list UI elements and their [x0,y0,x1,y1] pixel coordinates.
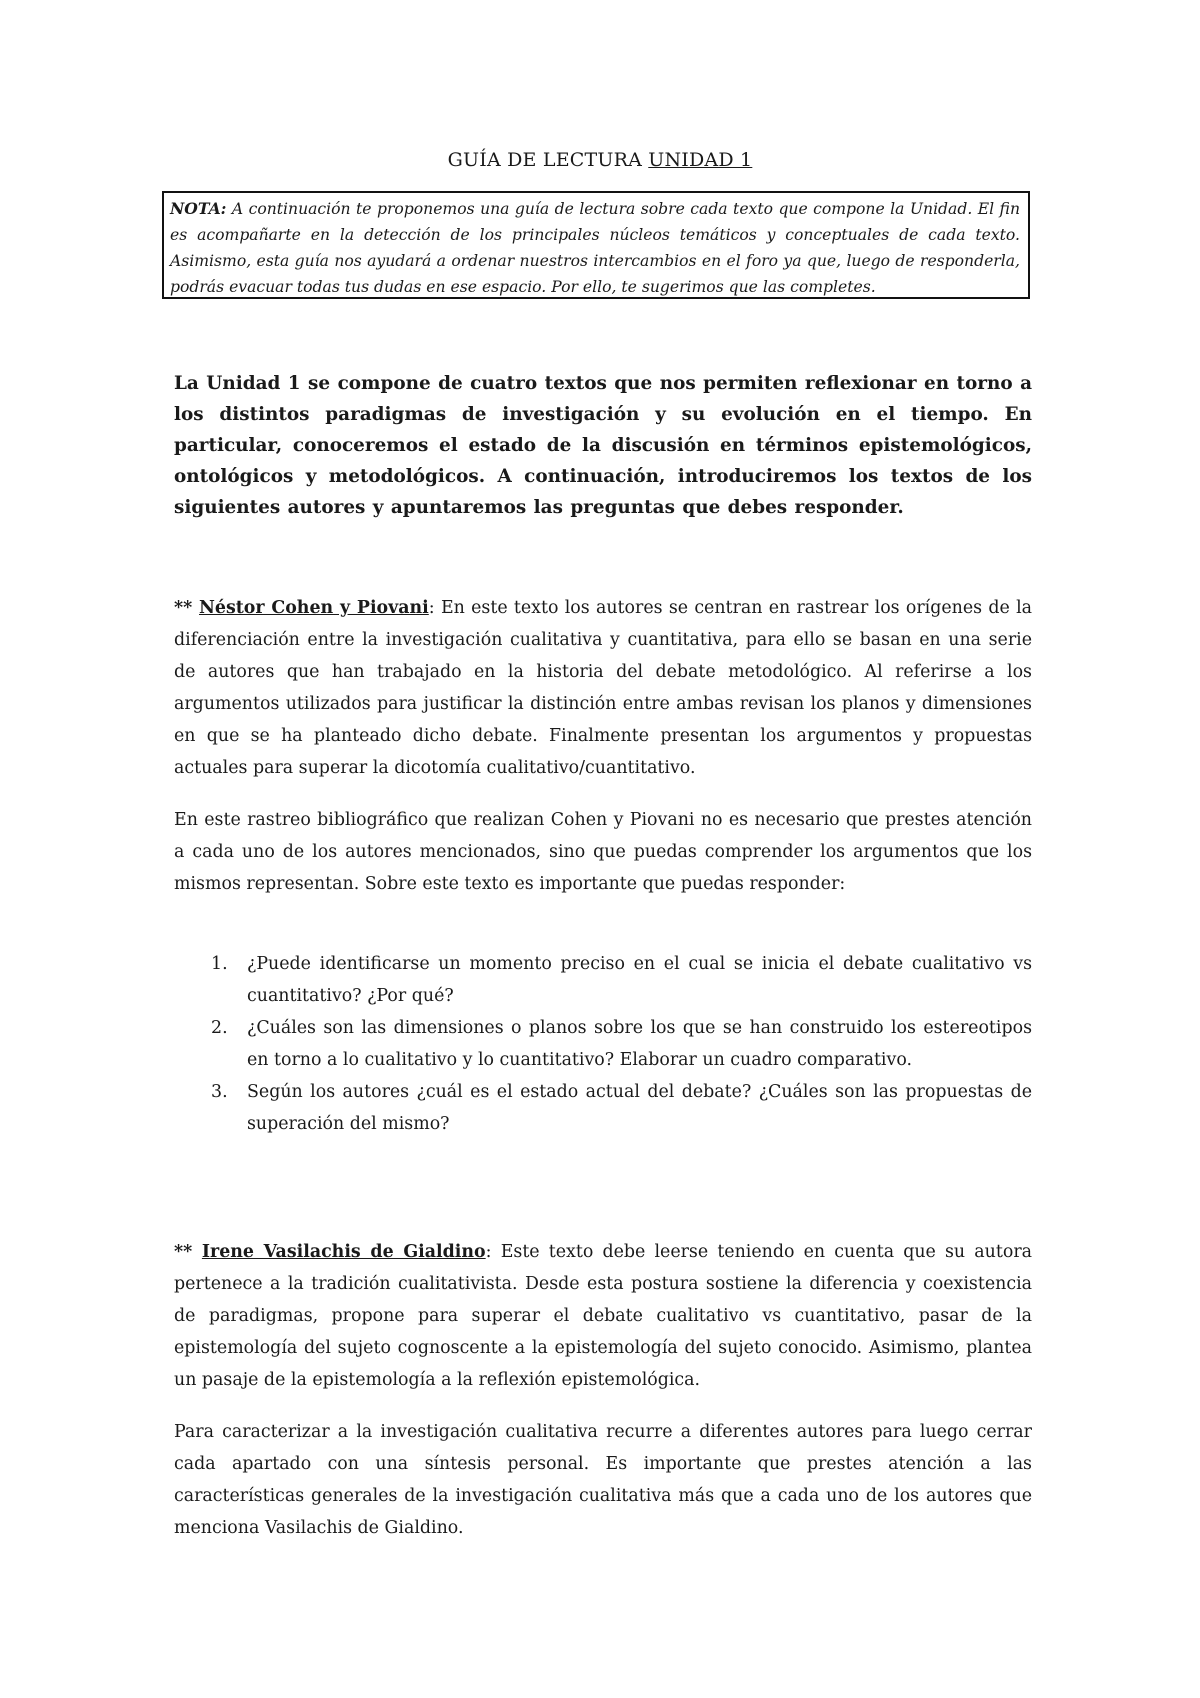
question-text: ¿Cuáles son las dimensiones o planos sobre los que se han construido los estereotipos en torno a lo cualitativo y lo cuantitativo? Elaborar un cuadro comparativo. [247,1018,1032,1070]
question-text: ¿Puede identificarse un momento preciso en el cual se inicia el debate cualitativo vs cuantitativo? ¿Por qué? [247,954,1032,1006]
section-marker: ** [174,598,199,618]
note-box [162,191,1030,299]
note-text: A continuación te proponemos una guía de lectura sobre cada texto que compone la Unidad. El fin es acompañarte en la detección de los principales núcleos temáticos y conceptuales de cada texto. Asimismo, esta guía nos ayudará a ordenar nuestros intercambios en el foro ya que, luego de responderla, podrás evacuar todas tus dudas en ese espacio. Por ello, te sugerimos que las completes. [170,200,1020,296]
question-item [174,948,1032,1012]
author-name: Irene Vasilachis de Gialdino [201,1242,486,1262]
question-item [174,1012,1032,1076]
title-text: GUÍA DE LECTURA [447,149,649,171]
intro-paragraph: La Unidad 1 se compone de cuatro textos que nos permiten reflexionar en torno a los distintos paradigmas de investigación y su evolución en el tiempo. En particular, conoceremos el estado de la discusión en términos epistemológicos, ontológicos y metodológicos. A continuación, introduciremos los textos de los siguientes autores y apuntaremos las preguntas que debes responder. [174,373,1032,518]
question-number: 3. [211,1082,228,1102]
question-list [174,948,1032,1140]
title-unit: UNIDAD 1 [648,149,753,171]
question-item [174,1076,1032,1140]
note-label: NOTA: [170,199,227,218]
question-text: Según los autores ¿cuál es el estado actual del debate? ¿Cuáles son las propuestas de superación del mismo? [247,1082,1032,1134]
section-text: : En este texto los autores se centran en rastrear los orígenes de la diferenciación entre la investigación cualitativa y cuantitativa, para ello se basan en una serie de autores que han trabajado en la historia del debate metodológico. Al referirse a los argumentos utilizados para justificar la distinción entre ambas revisan los planos y dimensiones en que se ha planteado dicho debate. Finalmente presentan los argumentos y propuestas actuales para superar la dicotomía cualitativo/cuantitativo. [174,598,1032,778]
section-text: : Este texto debe leerse teniendo en cuenta que su autora pertenece a la tradición cualitativista. Desde esta postura sostiene la diferencia y coexistencia de paradigmas, propone para superar el debate cualitativo vs cuantitativo, pasar de la epistemología del sujeto cognoscente a la epistemología del sujeto conocido. Asimismo, plantea un pasaje de la epistemología a la reflexión epistemológica. [174,1242,1033,1390]
section-cohen-paragraph-2: En este rastreo bibliográfico que realizan Cohen y Piovani no es necesario que prestes atención a cada uno de los autores mencionados, sino que puedas comprender los argumentos que los mismos representan. Sobre este texto es importante que puedas responder: [174,810,1032,894]
question-number: 2. [211,1018,228,1038]
question-number: 1. [211,954,228,974]
page-title [0,148,1200,172]
section-cohen-piovani [174,592,1032,784]
section-marker: ** [174,1242,202,1262]
section-vasilachis-paragraph-2: Para caracterizar a la investigación cualitativa recurre a diferentes autores para luego cerrar cada apartado con una síntesis personal. Es importante que prestes atención a las características generales de la investigación cualitativa más que a cada uno de los autores que menciona Vasilachis de Gialdino. [174,1422,1032,1538]
author-name: Néstor Cohen y Piovani [199,598,429,618]
section-vasilachis [174,1236,1032,1396]
